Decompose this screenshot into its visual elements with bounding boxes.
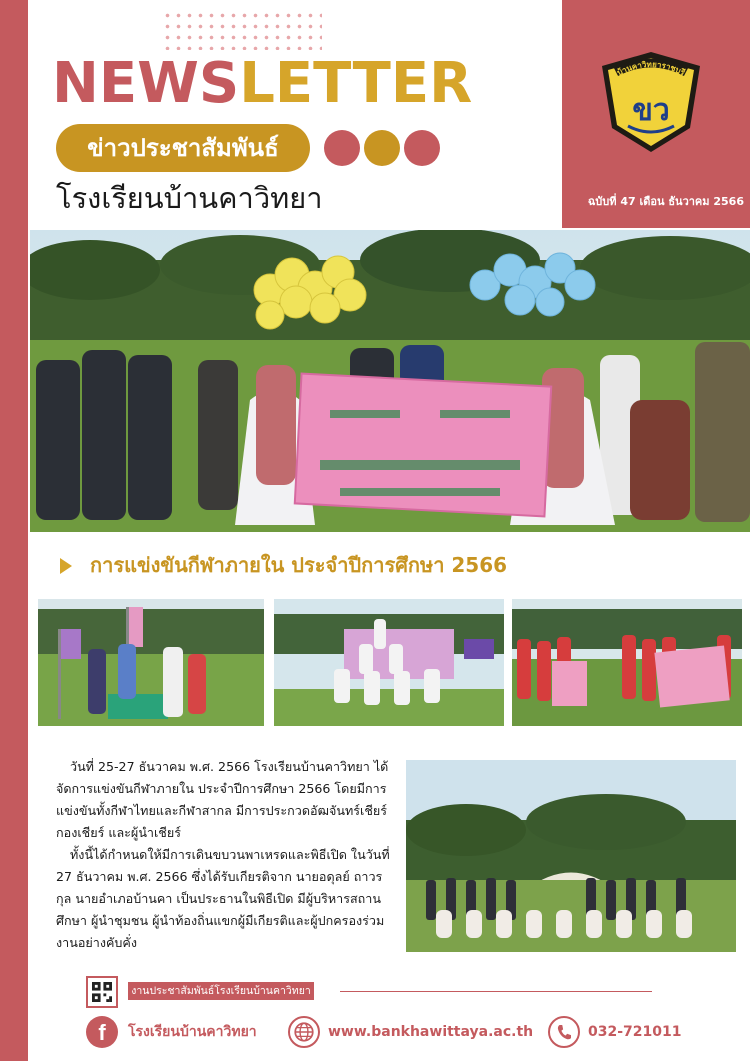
left-accent-bar [0,0,28,1061]
article-paragraph-1: วันที่ 25-27 ธันวาคม พ.ศ. 2566 โรงเรียนบ้านคาวิทยา ได้จัดการแข่งขันกีฬาภายใน ประจำปีการศึกษา 2566 โดยมีการแข่งขันทั้งกีฬาไทยและกีฬาสากล มีการประกวดอัฒจันทร์เชียร์ กองเชียร์ และผู้นำเชียร์ [56,759,389,840]
article-paragraph-2: ทั้งนี้ได้กำหนดให้มีการเดินขบวนพาเหรดและพิธีเปิด ในวันที่ 27 ธันวาคม พ.ศ. 2566 ซึ่งได้รับเกียรติจาก นายอดุลย์ ถาวรกุล นายอำเภอบ้านคา เป็นประธานในพิธีเปิด มีผู้บริหารสถานศึกษา ผู้นำชุมชน ผู้นำท้องถิ่นแขกผู้มีเกียรติและผู้ปกครองร่วมงานอย่างคับคั่ง [56,847,390,950]
website-link[interactable]: www.bankhawittaya.ac.th [328,1024,534,1040]
qr-code-icon[interactable] [86,976,118,1008]
issue-line: ฉบับที่ 47 เดือน ธันวาคม 2566 [587,195,744,208]
phone-icon[interactable] [548,1016,580,1048]
logo-text: บ้านคาวิทยาราชบุรี [615,59,687,78]
logo-initials: ขว [632,93,670,128]
photo-parade [512,599,742,726]
facebook-icon[interactable]: f [86,1016,118,1048]
article-body [56,756,390,954]
phone-number[interactable]: 032-721011 [588,1024,682,1040]
pr-department-label: งานประชาสัมพันธ์โรงเรียนบ้านคาวิทยา [128,982,314,1000]
decor-circle-1 [324,130,360,166]
school-name: โรงเรียนบ้านคาวิทยา [56,181,323,215]
section-title: การแข่งขันกีฬาภายใน ประจำปีการศึกษา 2566 [90,553,508,577]
photo-ceremony [38,599,264,726]
facebook-link[interactable]: โรงเรียนบ้านคาวิทยา [128,1024,257,1040]
hero-photo [30,230,750,532]
school-logo [598,50,704,154]
decor-circle-3 [404,130,440,166]
newsletter-title [52,52,472,116]
section-arrow-icon [60,558,72,574]
photo-cheer-performance [274,599,504,726]
globe-icon[interactable] [288,1016,320,1048]
decor-circle-2 [364,130,400,166]
title-part-letter: LETTER [239,51,473,116]
title-part-news: NEWS [52,51,240,116]
photo-group [406,760,736,952]
footer-divider [340,991,652,992]
dot-pattern [162,10,322,50]
pr-pill-label: ข่าวประชาสัมพันธ์ [56,124,310,172]
